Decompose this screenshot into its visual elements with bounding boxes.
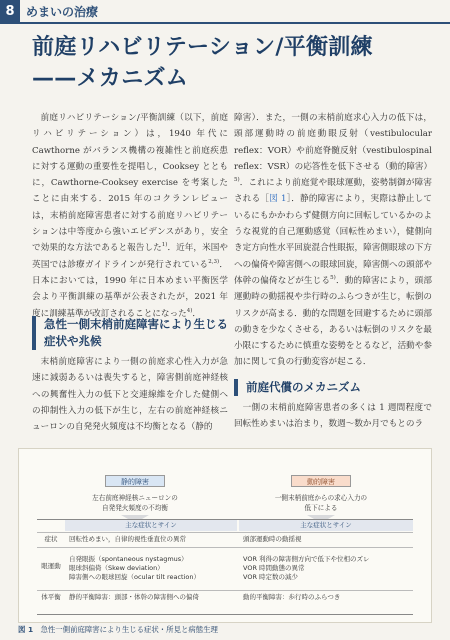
- figure-caption: 図 1 急性一側前庭障害により生じる症状・所見と病態生理: [18, 625, 218, 634]
- table-header-dynamic: 主な症状とサイン: [239, 520, 413, 531]
- title-line-2: ——メカニズム: [32, 66, 189, 91]
- figure-1: [18, 448, 432, 623]
- chapter-number: 8: [0, 0, 20, 24]
- chapter-header: [0, 0, 450, 24]
- compensation-paragraph: 一側の末梢前庭障害患者の多くは 1 週間程度で回転性めまいは治まり，数週〜数か月でもとのラ: [234, 403, 432, 430]
- page-title: [32, 32, 432, 94]
- symptoms-paragraph: 末梢前庭障害により一側の前庭求心性入力が急速に減弱あるいは喪失すると，障害側前庭神経核への興奮性入力の低下と交連線維を介した健側への抑制性入力の低下が生じ，左右の前庭神経核ニューロンの自発発火頻度は不均衡となる（静的: [32, 357, 228, 433]
- right-column-body: [234, 110, 432, 371]
- chapter-title: めまいの治療: [26, 5, 99, 19]
- table-row: 眼運動 自発眼振（spontaneous nystagmus） 眼球斜偏倚（Skew deviation） 障害側への眼球回旋（ocular tilt reaction） VOR 利得の障害側方向で低下や位相のズレ VOR 時間動態の異常 VOR 時定数の減少: [37, 547, 413, 589]
- citation: 4): [186, 307, 193, 314]
- citation: 2,3): [208, 258, 220, 265]
- section-heading-compensation: 前庭代償のメカニズム: [234, 379, 432, 396]
- citation: 1): [161, 242, 168, 249]
- dynamic-lesion-tag: 動的障害: [291, 475, 351, 487]
- citation: 5): [234, 177, 240, 184]
- figure-reference[interactable]: 図 1: [269, 194, 287, 205]
- title-line-1: 前庭リハビリテーション/平衡訓練: [32, 35, 373, 60]
- symptom-table: [37, 519, 413, 615]
- dynamic-paragraph: 障害）．また，一側の末梢前庭求心入力の低下は，頭部運動時の前庭動眼反射（vestibulocular reflex：VOR）や前庭脊髄反射（vestibulospinal reflex：VSR）の応答性を低下させる（動的障害）$^{5)}$．これにより前庭覚や眼球運動，姿勢制御が障害される［図 1］．静的障害により，実際は静止しているにもかかわらず健側方向に回転しているかのような視覚的自己運動感覚（回転性めまい），健側向き定方向性水平回旋混合性眼振，障害側眼球の下方への偏倚や障害側への眼球回旋，障害側への頭部や体幹の偏倚などが生じる$^{5)}$．動的障害により，頭部運動時の動揺視や歩行時のふらつきが生じ，転倒のリスクが高まる．動的な問題を回避するために頭部の動きを少なくさせる，あるいは転倒のリスクを最小限にするために慎重な姿勢をとるなど，活動や参加に関して負の行動変容が起こる．: [234, 113, 433, 368]
- table-row: 症状 回転性めまい，自律的視性垂直位の異常 頭部運動時の動揺視: [37, 532, 413, 546]
- static-lesion-tag: 静的障害: [105, 475, 165, 487]
- left-column-symptoms: [32, 354, 228, 435]
- table-header-static: 主な症状とサイン: [65, 520, 237, 531]
- dynamic-lesion-description: 一側末梢前庭からの求心入力の 低下による: [274, 494, 368, 512]
- static-lesion-description: 左右前庭神経核ニューロンの 自発発火頻度の不均衡: [92, 494, 178, 512]
- section-heading-symptoms: 急性一側末梢前庭障害により生じる症状や兆候: [32, 316, 228, 350]
- left-column-intro: [32, 110, 228, 322]
- citation: 5): [330, 275, 336, 282]
- right-column-compensation: [234, 400, 432, 433]
- intro-paragraph: 前庭リハビリテーション/平衡訓練（以下，前庭リハビリテーション）は，1940 年代に Cawthorne がバランス機構の複雑性と前庭疾患に対する運動の重要性を提唱し，Cooksey とともに，Cawthorne-Cooksey exercise を考案したことに由来する．2015 年のコクランレビューは，末梢前庭障害患者に対する前庭リハビリテーションは中等度から強いエビデンスがあり，安全で効果的な方法であると報告した$^{1)}$．近年，米国や英国では診療ガイドラインが発行されている$^{2,3)}$．日本においては，1990 年に日本めまい平衡医学会より平衡訓練の基準が公表されたが，2021 年度に訓練基準が改訂されることになった$^{4)}$．: [32, 113, 228, 319]
- table-row: 体平衡 静的平衡障害：頭部・体幹の障害側への偏倚 動的平衡障害：歩行時のふらつき: [37, 590, 413, 604]
